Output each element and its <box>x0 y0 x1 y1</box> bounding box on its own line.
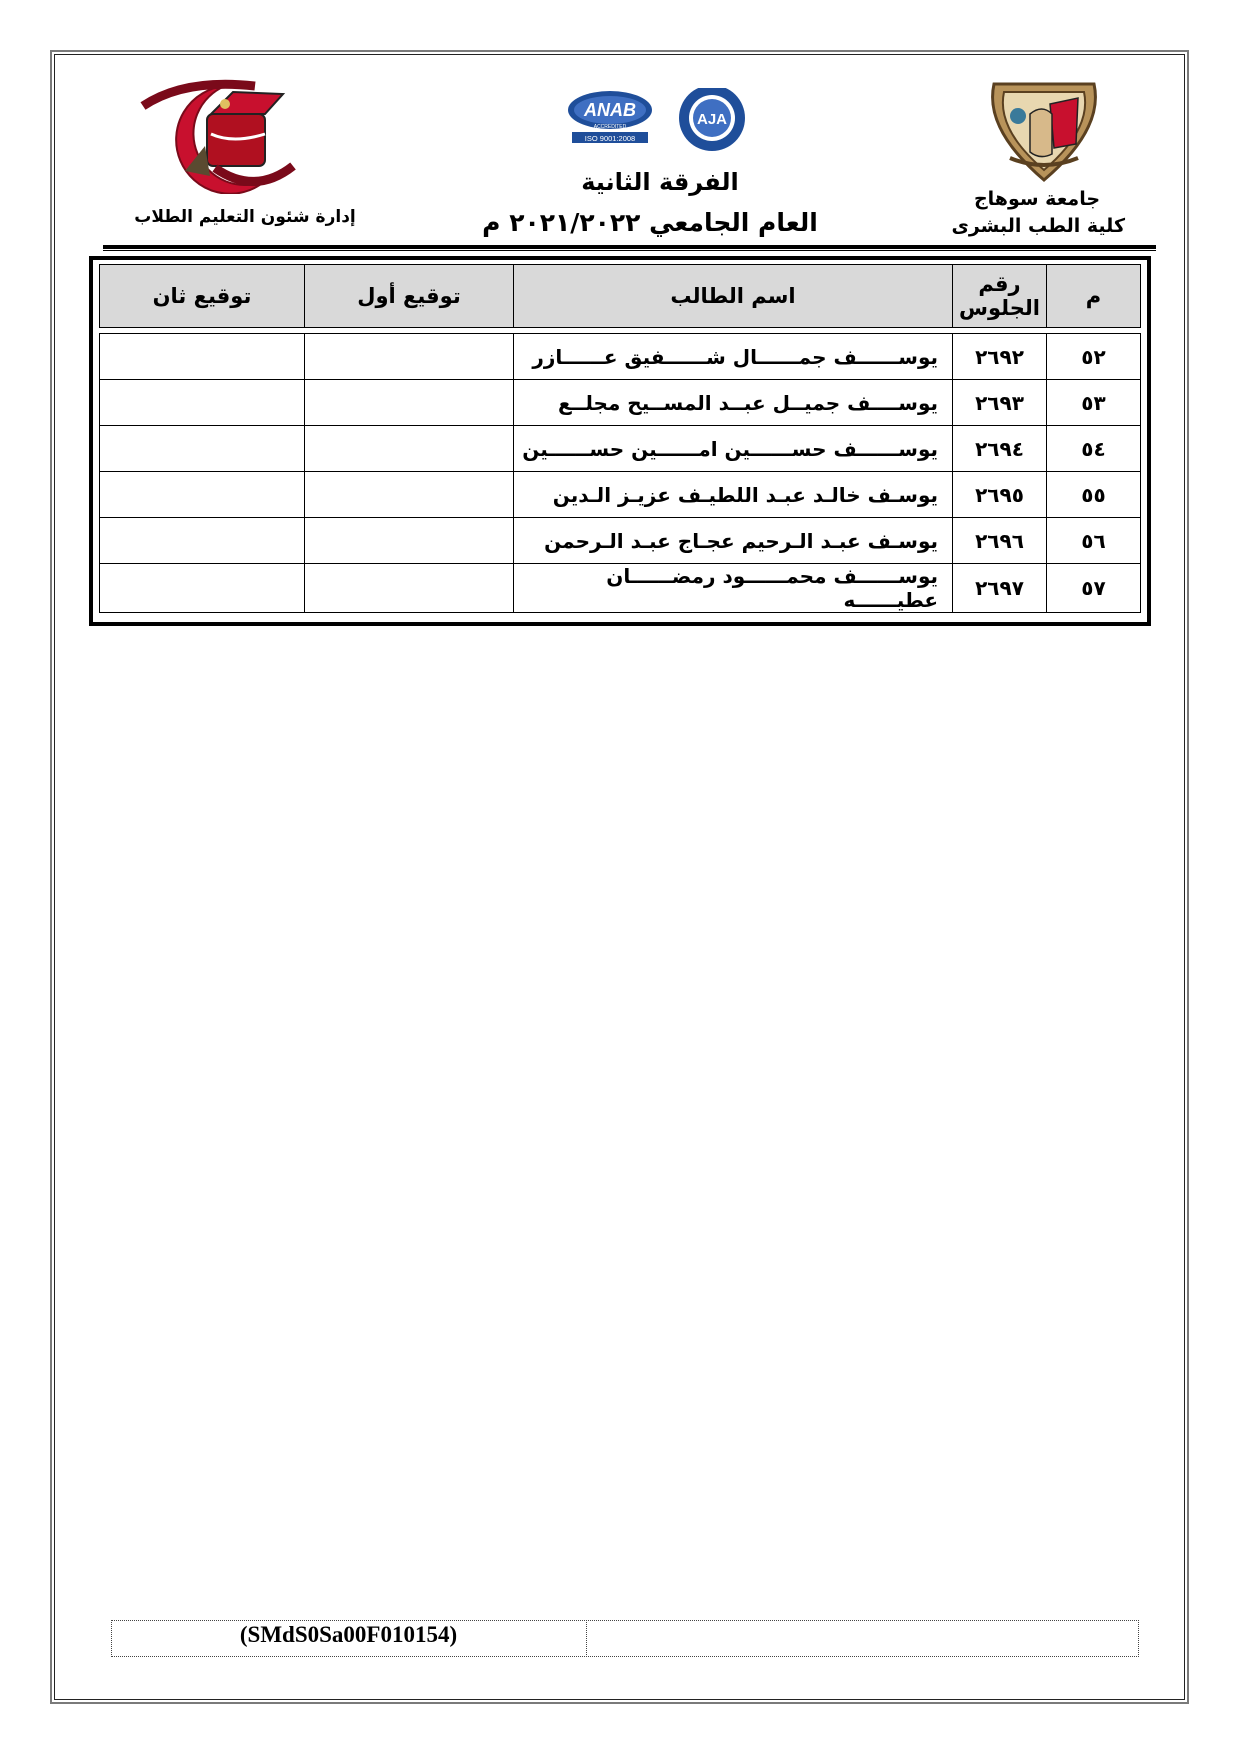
row-signature-second <box>100 426 305 472</box>
row-index: ٥٢ <box>1047 334 1141 380</box>
row-signature-first <box>305 380 514 426</box>
row-student-name: يوسـف خالـد عبـد اللطيـف عزيـز الـدين <box>514 472 953 518</box>
academic-year-title: العام الجامعي ٢٠٢١/٢٠٢٢ م <box>482 208 818 237</box>
footer-divider <box>586 1620 587 1657</box>
table-row <box>100 426 1141 472</box>
row-seat-number: ٢٦٩٧ <box>953 564 1047 613</box>
row-seat-number: ٢٦٩٦ <box>953 518 1047 564</box>
attendance-table <box>99 264 1141 613</box>
col-header-seat-line2: الجلوس <box>959 296 1040 320</box>
col-header-index: م <box>1047 265 1141 328</box>
col-header-sign1: توقيع أول <box>305 265 514 328</box>
iso-text: ISO 9001:2008 <box>584 134 636 143</box>
table-row <box>100 518 1141 564</box>
row-student-name: يوســــــف حســــــين امــــــين حســــــين <box>514 426 953 472</box>
header-divider-thin <box>103 250 1156 251</box>
row-seat-number: ٢٦٩٥ <box>953 472 1047 518</box>
row-index: ٥٥ <box>1047 472 1141 518</box>
anab-sub-text: ACCREDITED <box>593 124 627 130</box>
row-seat-number: ٢٦٩٤ <box>953 426 1047 472</box>
row-signature-second <box>100 564 305 613</box>
faculty-of-medicine-logo <box>115 76 315 194</box>
row-index: ٥٧ <box>1047 564 1141 613</box>
year-level-title: الفرقة الثانية <box>581 168 739 196</box>
row-student-name: يوسـف عبـد الـرحيم عجـاج عبـد الـرحمن <box>514 518 953 564</box>
row-signature-first <box>305 472 514 518</box>
university-name: جامعة سوهاج <box>973 188 1101 210</box>
row-signature-first <box>305 426 514 472</box>
attendance-table-frame <box>89 256 1151 626</box>
table-row <box>100 334 1141 380</box>
row-seat-number: ٢٦٩٣ <box>953 380 1047 426</box>
table-row <box>100 472 1141 518</box>
row-signature-first <box>305 334 514 380</box>
col-header-seat <box>953 265 1047 328</box>
col-header-seat-line1: رقم <box>978 272 1021 296</box>
header-divider <box>103 245 1156 249</box>
aja-text: AJA <box>696 111 728 128</box>
row-index: ٥٤ <box>1047 426 1141 472</box>
department-name: إدارة شئون التعليم الطلاب <box>134 207 356 227</box>
table-row <box>100 564 1141 613</box>
row-seat-number: ٢٦٩٢ <box>953 334 1047 380</box>
row-signature-second <box>100 518 305 564</box>
row-student-name: يوســــف جميــل عبــد المســيح مجلــع <box>514 380 953 426</box>
row-student-name: يوســــــف جمــــــال شــــــفيق عــــــازر <box>514 334 953 380</box>
accreditation-logos <box>566 88 756 156</box>
row-index: ٥٣ <box>1047 380 1141 426</box>
row-index: ٥٦ <box>1047 518 1141 564</box>
document-code: (SMdS0Sa00F010154) <box>239 1622 458 1647</box>
table-header-row <box>100 265 1141 328</box>
anab-text: ANAB <box>584 100 636 120</box>
row-student-name: يوســــــف محمــــــود رمضــــــان عطيــــــه <box>514 564 953 613</box>
row-signature-first <box>305 518 514 564</box>
col-header-name: اسم الطالب <box>514 265 953 328</box>
row-signature-first <box>305 564 514 613</box>
table-row <box>100 380 1141 426</box>
sohag-university-seal <box>980 74 1108 184</box>
col-header-sign2: توقيع ثان <box>100 265 305 328</box>
row-signature-second <box>100 380 305 426</box>
row-signature-second <box>100 472 305 518</box>
row-signature-second <box>100 334 305 380</box>
faculty-name: كلية الطب البشرى <box>951 215 1125 237</box>
